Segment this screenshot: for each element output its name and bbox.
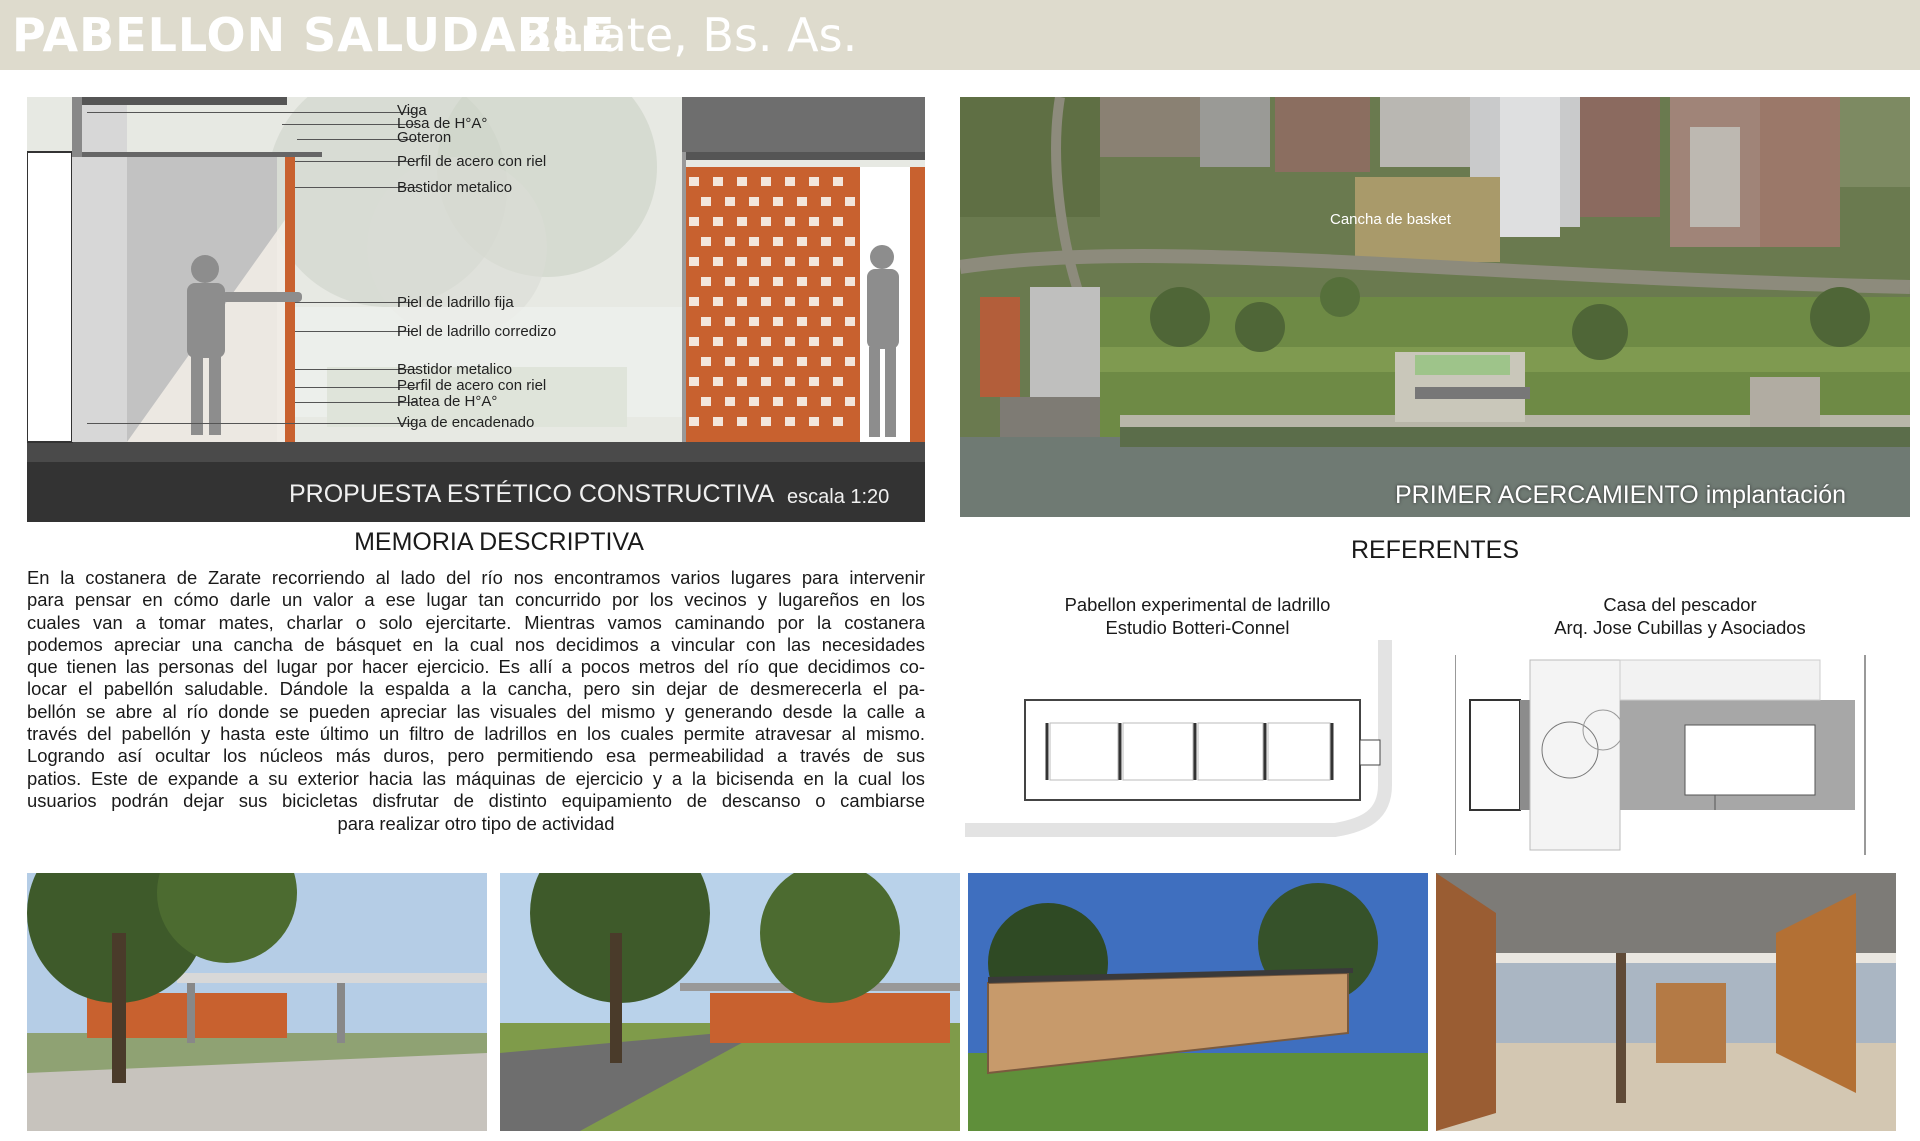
section-label: Piel de ladrillo corredizo (397, 323, 557, 340)
brick-hole (689, 417, 699, 426)
brick-hole (725, 317, 735, 326)
memoria-text (27, 567, 925, 812)
brick-hole (689, 257, 699, 266)
section-caption-title: PROPUESTA ESTÉTICO CONSTRUCTIVA (289, 480, 775, 508)
brick-hole (833, 177, 843, 186)
brick-hole (785, 377, 795, 386)
brick-hole (809, 337, 819, 346)
brick-hole (749, 197, 759, 206)
brick-hole (845, 317, 855, 326)
section-drawing (27, 97, 925, 522)
brick-hole (713, 377, 723, 386)
brick-hole (809, 177, 819, 186)
brick-hole (845, 277, 855, 286)
brick-hole (785, 257, 795, 266)
ref1-name: Pabellon experimental de ladrillo (1064, 594, 1331, 615)
brick-hole (701, 397, 711, 406)
section-caption (27, 472, 925, 522)
brick-hole (785, 337, 795, 346)
brick-hole (797, 317, 807, 326)
brick-hole (725, 397, 735, 406)
brick-hole (725, 197, 735, 206)
aerial-map-svg (960, 97, 1910, 517)
brick-hole (749, 397, 759, 406)
memoria-line: para pensar en cómo darle un valor a ese lugar tan concurrido por los vecinos y lugareños en los (27, 589, 925, 611)
ref2-plan (1455, 650, 1875, 860)
brick-hole (737, 297, 747, 306)
brick-hole (749, 317, 759, 326)
brick-hole (809, 417, 819, 426)
brick-hole (833, 337, 843, 346)
ref2-name: Casa del pescador (1603, 594, 1757, 615)
brick-hole (737, 417, 747, 426)
brick-hole (797, 357, 807, 366)
brick-hole (701, 357, 711, 366)
brick-hole (773, 317, 783, 326)
reference-photo-1 (968, 873, 1428, 1131)
leader-line (87, 112, 417, 113)
section-label: Platea de H°A° (397, 393, 498, 410)
memoria-line: bellón se abre al río donde se pueden apreciar las visuales del mismo y generando desde la calle a (27, 700, 925, 722)
brick-hole (833, 217, 843, 226)
brick-hole (821, 397, 831, 406)
section-label: Losa de H°A° (397, 115, 488, 132)
render-photo-2 (500, 873, 960, 1131)
brick-hole (701, 317, 711, 326)
brick-hole (701, 277, 711, 286)
memoria-line: locar el pabellón saludable. Dándole la espalda a la cancha, pero sin dejar de desmerecerla el pa- (27, 678, 925, 700)
brick-hole (785, 297, 795, 306)
leader-line (87, 423, 417, 424)
memoria-line: En la costanera de Zarate recorriendo al lado del río nos encontramos varios lugares para intervenir (27, 567, 925, 588)
section-label: Perfil de acero con riel (397, 153, 547, 170)
aerial-image (960, 97, 1910, 517)
brick-hole (701, 197, 711, 206)
brick-hole (773, 277, 783, 286)
brick-hole (773, 237, 783, 246)
ref1-caption (1000, 593, 1395, 639)
brick-hole (821, 357, 831, 366)
brick-hole (761, 377, 771, 386)
section-label: Viga (397, 102, 427, 119)
page-title: PABELLON SALUDABLE (12, 8, 616, 62)
brick-hole (713, 177, 723, 186)
reference-photo-2 (1436, 873, 1896, 1131)
brick-hole (797, 197, 807, 206)
brick-hole (737, 217, 747, 226)
brick-hole (845, 197, 855, 206)
brick-hole (809, 257, 819, 266)
brick-hole (833, 257, 843, 266)
brick-hole (689, 337, 699, 346)
brick-hole (845, 237, 855, 246)
brick-hole (821, 277, 831, 286)
brick-hole (761, 177, 771, 186)
brick-hole (785, 417, 795, 426)
brick-hole (737, 177, 747, 186)
brick-hole (833, 377, 843, 386)
brick-hole (737, 257, 747, 266)
memoria-last-line: para realizar otro tipo de actividad (337, 813, 615, 834)
brick-hole (773, 197, 783, 206)
brick-hole (713, 337, 723, 346)
brick-hole (809, 377, 819, 386)
render-photo-1 (27, 873, 487, 1131)
memoria-line: Logrando así ocultar los núcleos más duros, pero permitiendo esa permeabilidad a través de sus (27, 745, 925, 767)
brick-hole (761, 417, 771, 426)
brick-hole (713, 217, 723, 226)
referentes-title: REFERENTES (1350, 536, 1520, 564)
brick-hole (689, 217, 699, 226)
brick-hole (737, 377, 747, 386)
brick-hole (809, 217, 819, 226)
brick-hole (833, 417, 843, 426)
brick-hole (797, 277, 807, 286)
court-label: Cancha de basket (1330, 211, 1451, 228)
memoria-line: usuarios podrán dejar sus bicicletas disfrutar de distinto equipamiento de descanso o cambiarse (27, 789, 925, 811)
brick-hole (689, 297, 699, 306)
brick-hole (689, 377, 699, 386)
brick-hole (797, 397, 807, 406)
brick-hole (725, 277, 735, 286)
ref1-plan (965, 635, 1405, 850)
brick-hole (749, 237, 759, 246)
section-label: Goteron (397, 129, 452, 146)
memoria-line: que tienen las personas del lugar por hacer ejercicio. Es allí a pocos metros del río que decidimos co- (27, 656, 925, 678)
memoria-line: cuales van a tomar mates, charlar o solo ejercitarte. Mientras vamos caminando por la costanera (27, 611, 925, 633)
brick-hole (785, 217, 795, 226)
ref2-author: Arq. Jose Cubillas y Asociados (1554, 617, 1806, 638)
brick-hole (701, 237, 711, 246)
memoria-line: patios. Este de expande a su exterior hacia las máquinas de ejercicio y a la bicisenda en la cual los (27, 767, 925, 789)
memoria-line: través del pabellón y hasta este último un filtro de ladrillos en los cuales permite atravesar al mismo. (27, 723, 925, 745)
brick-hole (761, 297, 771, 306)
ref2-caption (1480, 593, 1880, 639)
brick-hole (773, 397, 783, 406)
brick-hole (761, 337, 771, 346)
page-location: Zarate, Bs. As. (520, 8, 858, 62)
brick-hole (713, 297, 723, 306)
brick-hole (785, 177, 795, 186)
brick-hole (797, 237, 807, 246)
section-label: Viga de encadenado (397, 414, 535, 431)
section-caption-scale: escala 1:20 (787, 486, 890, 508)
brick-hole (761, 217, 771, 226)
brick-hole (749, 277, 759, 286)
section-label: Perfil de acero con riel (397, 377, 547, 394)
section-label: Bastidor metalico (397, 361, 513, 378)
brick-hole (845, 357, 855, 366)
brick-hole (725, 237, 735, 246)
memoria-title: MEMORIA DESCRIPTIVA (354, 528, 644, 556)
brick-hole (833, 297, 843, 306)
section-label: Bastidor metalico (397, 179, 513, 196)
brick-hole (761, 257, 771, 266)
aerial-caption: PRIMER ACERCAMIENTO implantación (1395, 481, 1847, 509)
brick-hole (773, 357, 783, 366)
brick-hole (725, 357, 735, 366)
brick-hole (821, 317, 831, 326)
brick-hole (689, 177, 699, 186)
brick-hole (713, 257, 723, 266)
brick-hole (821, 237, 831, 246)
section-label: Piel de ladrillo fija (397, 294, 514, 311)
memoria-line: podemos apreciar una cancha de básquet en la cual nos decidimos a vincular con las necesidades (27, 633, 925, 655)
brick-hole (845, 397, 855, 406)
brick-hole (749, 357, 759, 366)
brick-hole (821, 197, 831, 206)
brick-hole (809, 297, 819, 306)
brick-hole (737, 337, 747, 346)
brick-hole (713, 417, 723, 426)
ref1-author: Estudio Botteri-Connel (1105, 617, 1290, 638)
